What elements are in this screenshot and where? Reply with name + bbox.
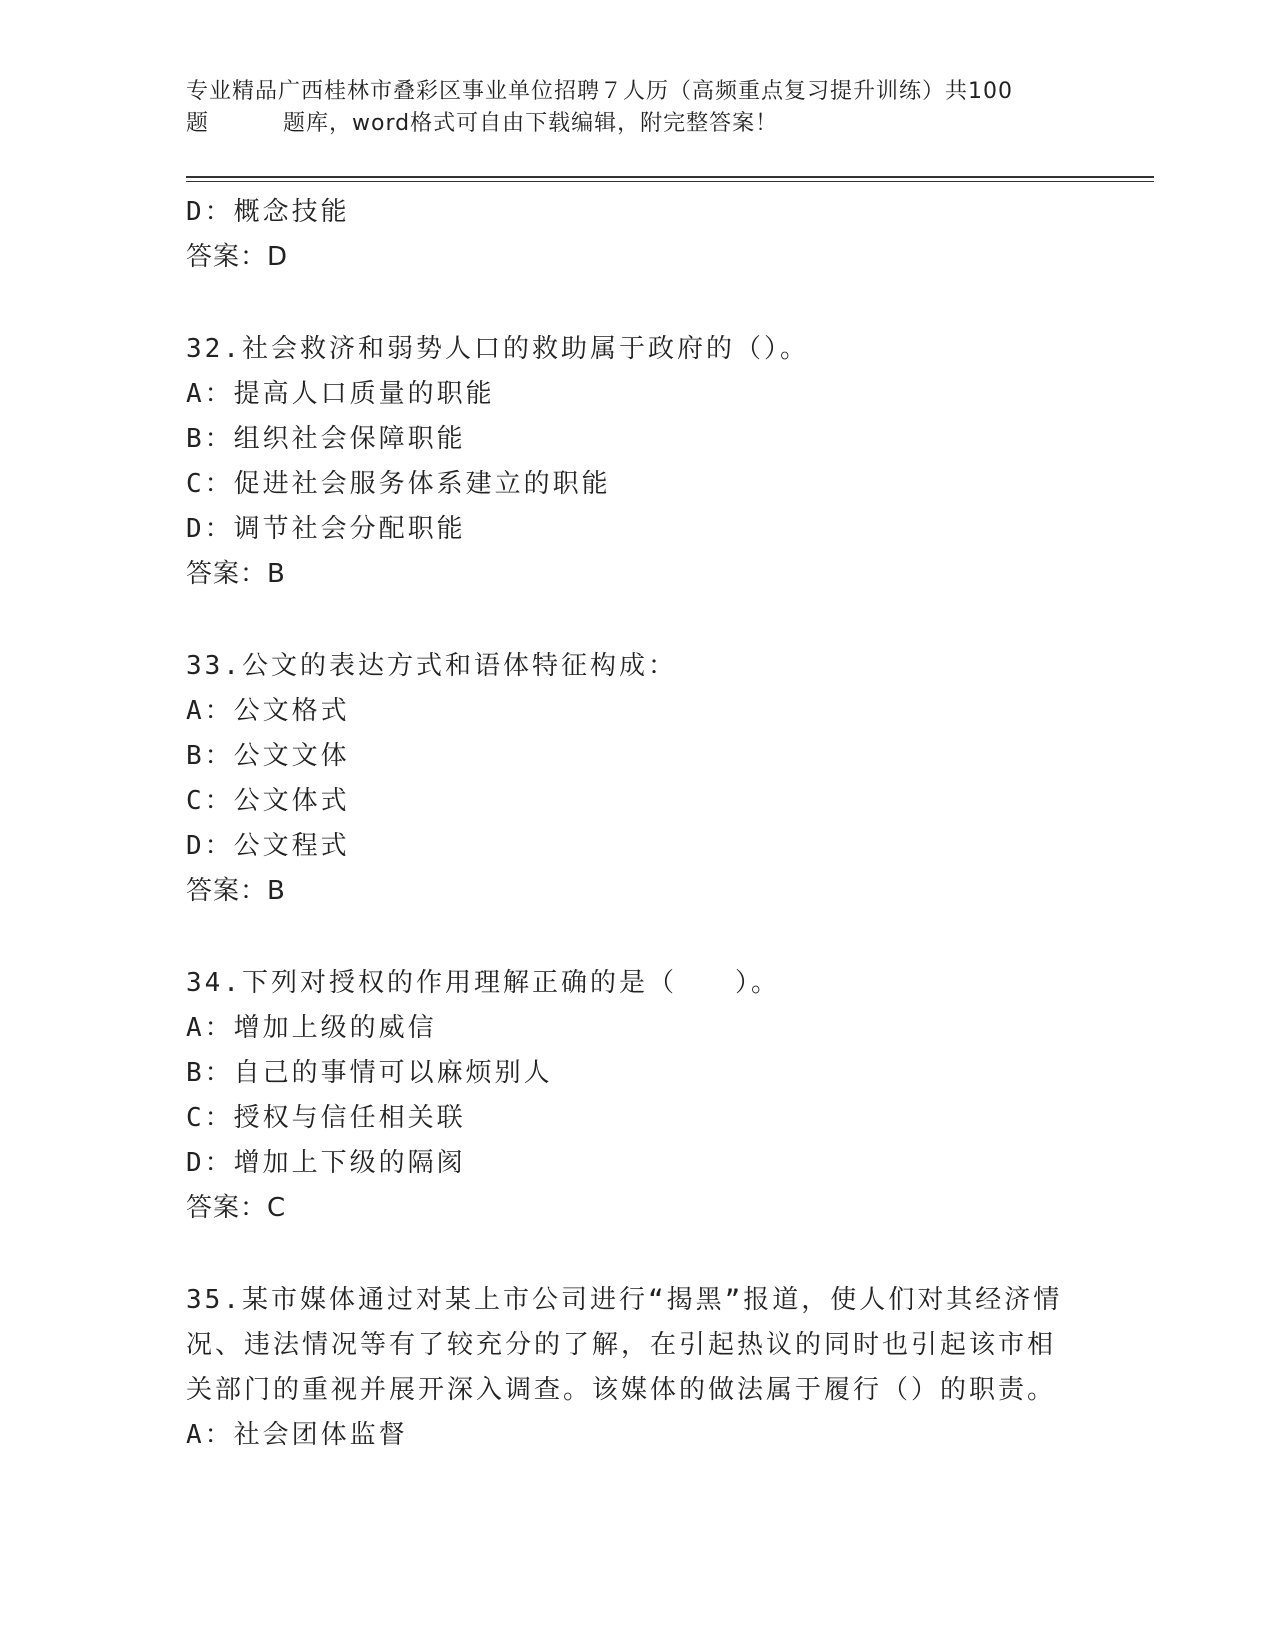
option-c: C：促进社会服务体系建立的职能 [186,469,611,499]
question-stem: 33.公文的表达方式和语体特征构成： [186,651,677,681]
question-stem-line-1: 35.某市媒体通过对某上市公司进行“揭黑”报道，使人们对其经济情 [186,1285,1063,1315]
header-divider-thin [186,181,1154,182]
option-c: C：公文体式 [186,786,350,816]
option-d: D：调节社会分配职能 [186,514,466,544]
option-c: C：授权与信任相关联 [186,1103,466,1133]
option-d: D：增加上下级的隔阂 [186,1148,466,1178]
question-stem: 34.下列对授权的作用理解正确的是（ ）。 [186,968,780,998]
question-list [186,190,1066,1458]
question-35 [186,1278,1066,1458]
option-a: A：社会团体监督 [186,1420,408,1450]
header-divider-thick [186,176,1154,178]
option-d: D：公文程式 [186,831,350,861]
option-b: B：公文文体 [186,741,350,771]
option-d: D：概念技能 [186,197,350,227]
header-title-line1: 专业精品广西桂林市叠彩区事业单位招聘７人历（高频重点复习提升训练）共100 [186,79,1013,104]
question-fragment [186,190,1066,280]
question-stem-line-2: 况、违法情况等有了较充分的了解，在引起热议的同时也引起该市相 [186,1330,1057,1360]
answer-line: 答案：B [186,876,286,906]
header-title-line2-start: 题 [186,111,210,136]
question-stem-line-3: 关部门的重视并展开深入调查。该媒体的做法属于履行（）的职责。 [186,1375,1057,1405]
page-header [186,76,1086,140]
option-b: B：自己的事情可以麻烦别人 [186,1058,553,1088]
question-34 [186,961,1066,1231]
answer-line: 答案：D [186,242,289,272]
header-title-line2 [186,108,1086,140]
answer-line: 答案：B [186,559,286,589]
header-title-line2-rest: 题库，word格式可自由下载编辑，附完整答案！ [283,111,779,136]
question-33 [186,644,1066,914]
option-a: A：增加上级的威信 [186,1013,437,1043]
option-a: A：公文格式 [186,696,350,726]
question-stem: 32.社会救济和弱势人口的救助属于政府的（）。 [186,334,809,364]
question-32 [186,327,1066,597]
option-a: A：提高人口质量的职能 [186,379,495,409]
answer-line: 答案：C [186,1193,287,1223]
option-b: B：组织社会保障职能 [186,424,466,454]
